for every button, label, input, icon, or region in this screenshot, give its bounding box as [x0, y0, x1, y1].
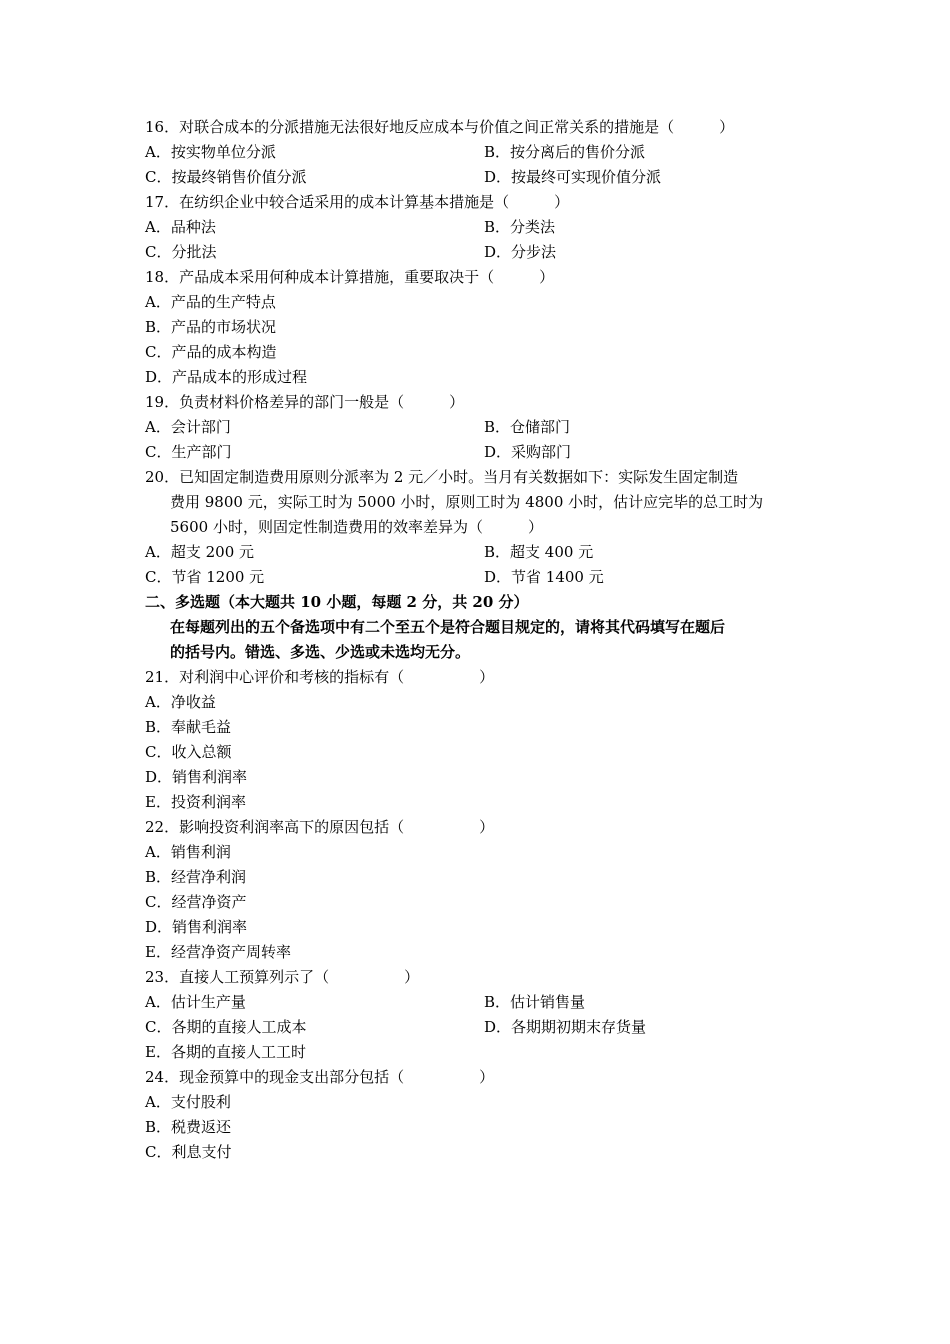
option-e: E．各期的直接人工工时: [145, 1043, 306, 1061]
option-b: B．奉献毛益: [145, 718, 232, 736]
question-18-stem: 18．产品成本采用何种成本计算措施，重要取决于（ ）: [145, 268, 555, 286]
option-a: A．销售利润: [145, 843, 231, 861]
option-c: C．生产部门: [145, 443, 232, 461]
option-c: C．分批法: [145, 243, 217, 261]
question-16-stem: 16．对联合成本的分派措施无法很好地反应成本与价值之间正常关系的措施是（ ）: [145, 118, 735, 136]
exam-page: [145, 115, 810, 1165]
option-e: E．经营净资产周转率: [145, 943, 291, 961]
question-21-stem: 21．对利润中心评价和考核的指标有（ ）: [145, 668, 495, 686]
option-a: A．估计生产量: [145, 993, 246, 1011]
option-b: B．仓储部门: [484, 418, 571, 436]
question-19-options-row-1: [145, 415, 810, 440]
option-c: C．经营净资产: [145, 893, 247, 911]
question-24-stem: 24．现金预算中的现金支出部分包括（ ）: [145, 1068, 495, 1086]
section-2-instruction-line-2: 的括号内。错选、多选、少选或未选均无分。: [170, 643, 471, 661]
option-b: B．产品的市场状况: [145, 318, 277, 336]
question-22-stem: 22．影响投资利润率高下的原因包括（ ）: [145, 818, 495, 836]
option-a: A．支付股利: [145, 1093, 231, 1111]
option-b: B．估计销售量: [484, 993, 586, 1011]
option-c: C．产品的成本构造: [145, 343, 277, 361]
option-b: B．超支 400 元: [484, 543, 594, 561]
option-d: D．产品成本的形成过程: [145, 368, 308, 386]
question-20-stem-line-2: 费用 9800 元，实际工时为 5000 小时，原则工时为 4800 小时，估计应完毕的总工时为: [170, 493, 764, 511]
question-20-stem-line-3: 5600 小时，则固定性制造费用的效率差异为（ ）: [170, 518, 543, 536]
option-a: A．超支 200 元: [145, 543, 254, 561]
option-a: A．产品的生产特点: [145, 293, 276, 311]
option-a: A．品种法: [145, 218, 216, 236]
question-17-options-row-2: [145, 240, 810, 265]
option-c: C．各期的直接人工成本: [145, 1018, 307, 1036]
option-b: B．税费返还: [145, 1118, 232, 1136]
section-2-instruction-line-1: 在每题列出的五个备选项中有二个至五个是符合题目规定的，请将其代码填写在题后: [170, 618, 726, 636]
question-16-options-row-1: [145, 140, 810, 165]
question-17-stem: 17．在纺织企业中较合适采用的成本计算基本措施是（ ）: [145, 193, 570, 211]
option-b: B．经营净利润: [145, 868, 247, 886]
option-d: D．销售利润率: [145, 918, 248, 936]
question-20-options-row-2: [145, 565, 810, 590]
option-a: A．会计部门: [145, 418, 231, 436]
question-17-options-row-1: [145, 215, 810, 240]
option-e: E．投资利润率: [145, 793, 246, 811]
option-c: C．按最终销售价值分派: [145, 168, 307, 186]
question-16-options-row-2: [145, 165, 810, 190]
question-20-options-row-1: [145, 540, 810, 565]
option-a: A．按实物单位分派: [145, 143, 276, 161]
option-c: C．节省 1200 元: [145, 568, 265, 586]
question-20-stem-line-1: 20．已知固定制造费用原则分派率为 2 元／小时。当月有关数据如下：实际发生固定制造: [145, 468, 739, 486]
option-d: D．分步法: [484, 243, 557, 261]
option-c: C．收入总额: [145, 743, 232, 761]
question-19-stem: 19．负责材料价格差异的部门一般是（ ）: [145, 393, 465, 411]
option-c: C．利息支付: [145, 1143, 232, 1161]
option-d: D．节省 1400 元: [484, 568, 604, 586]
option-d: D．销售利润率: [145, 768, 248, 786]
question-23-options-row-2: [145, 1015, 810, 1040]
question-23-stem: 23．直接人工预算列示了（ ）: [145, 968, 420, 986]
question-23-options-row-1: [145, 990, 810, 1015]
question-19-options-row-2: [145, 440, 810, 465]
option-a: A．净收益: [145, 693, 216, 711]
section-2-title: 二、多选题（本大题共 10 小题，每题 2 分，共 20 分）: [145, 593, 529, 611]
option-d: D．按最终可实现价值分派: [484, 168, 662, 186]
option-b: B．分类法: [484, 218, 556, 236]
option-d: D．采购部门: [484, 443, 572, 461]
option-d: D．各期期初期末存货量: [484, 1018, 647, 1036]
option-b: B．按分离后的售价分派: [484, 143, 646, 161]
